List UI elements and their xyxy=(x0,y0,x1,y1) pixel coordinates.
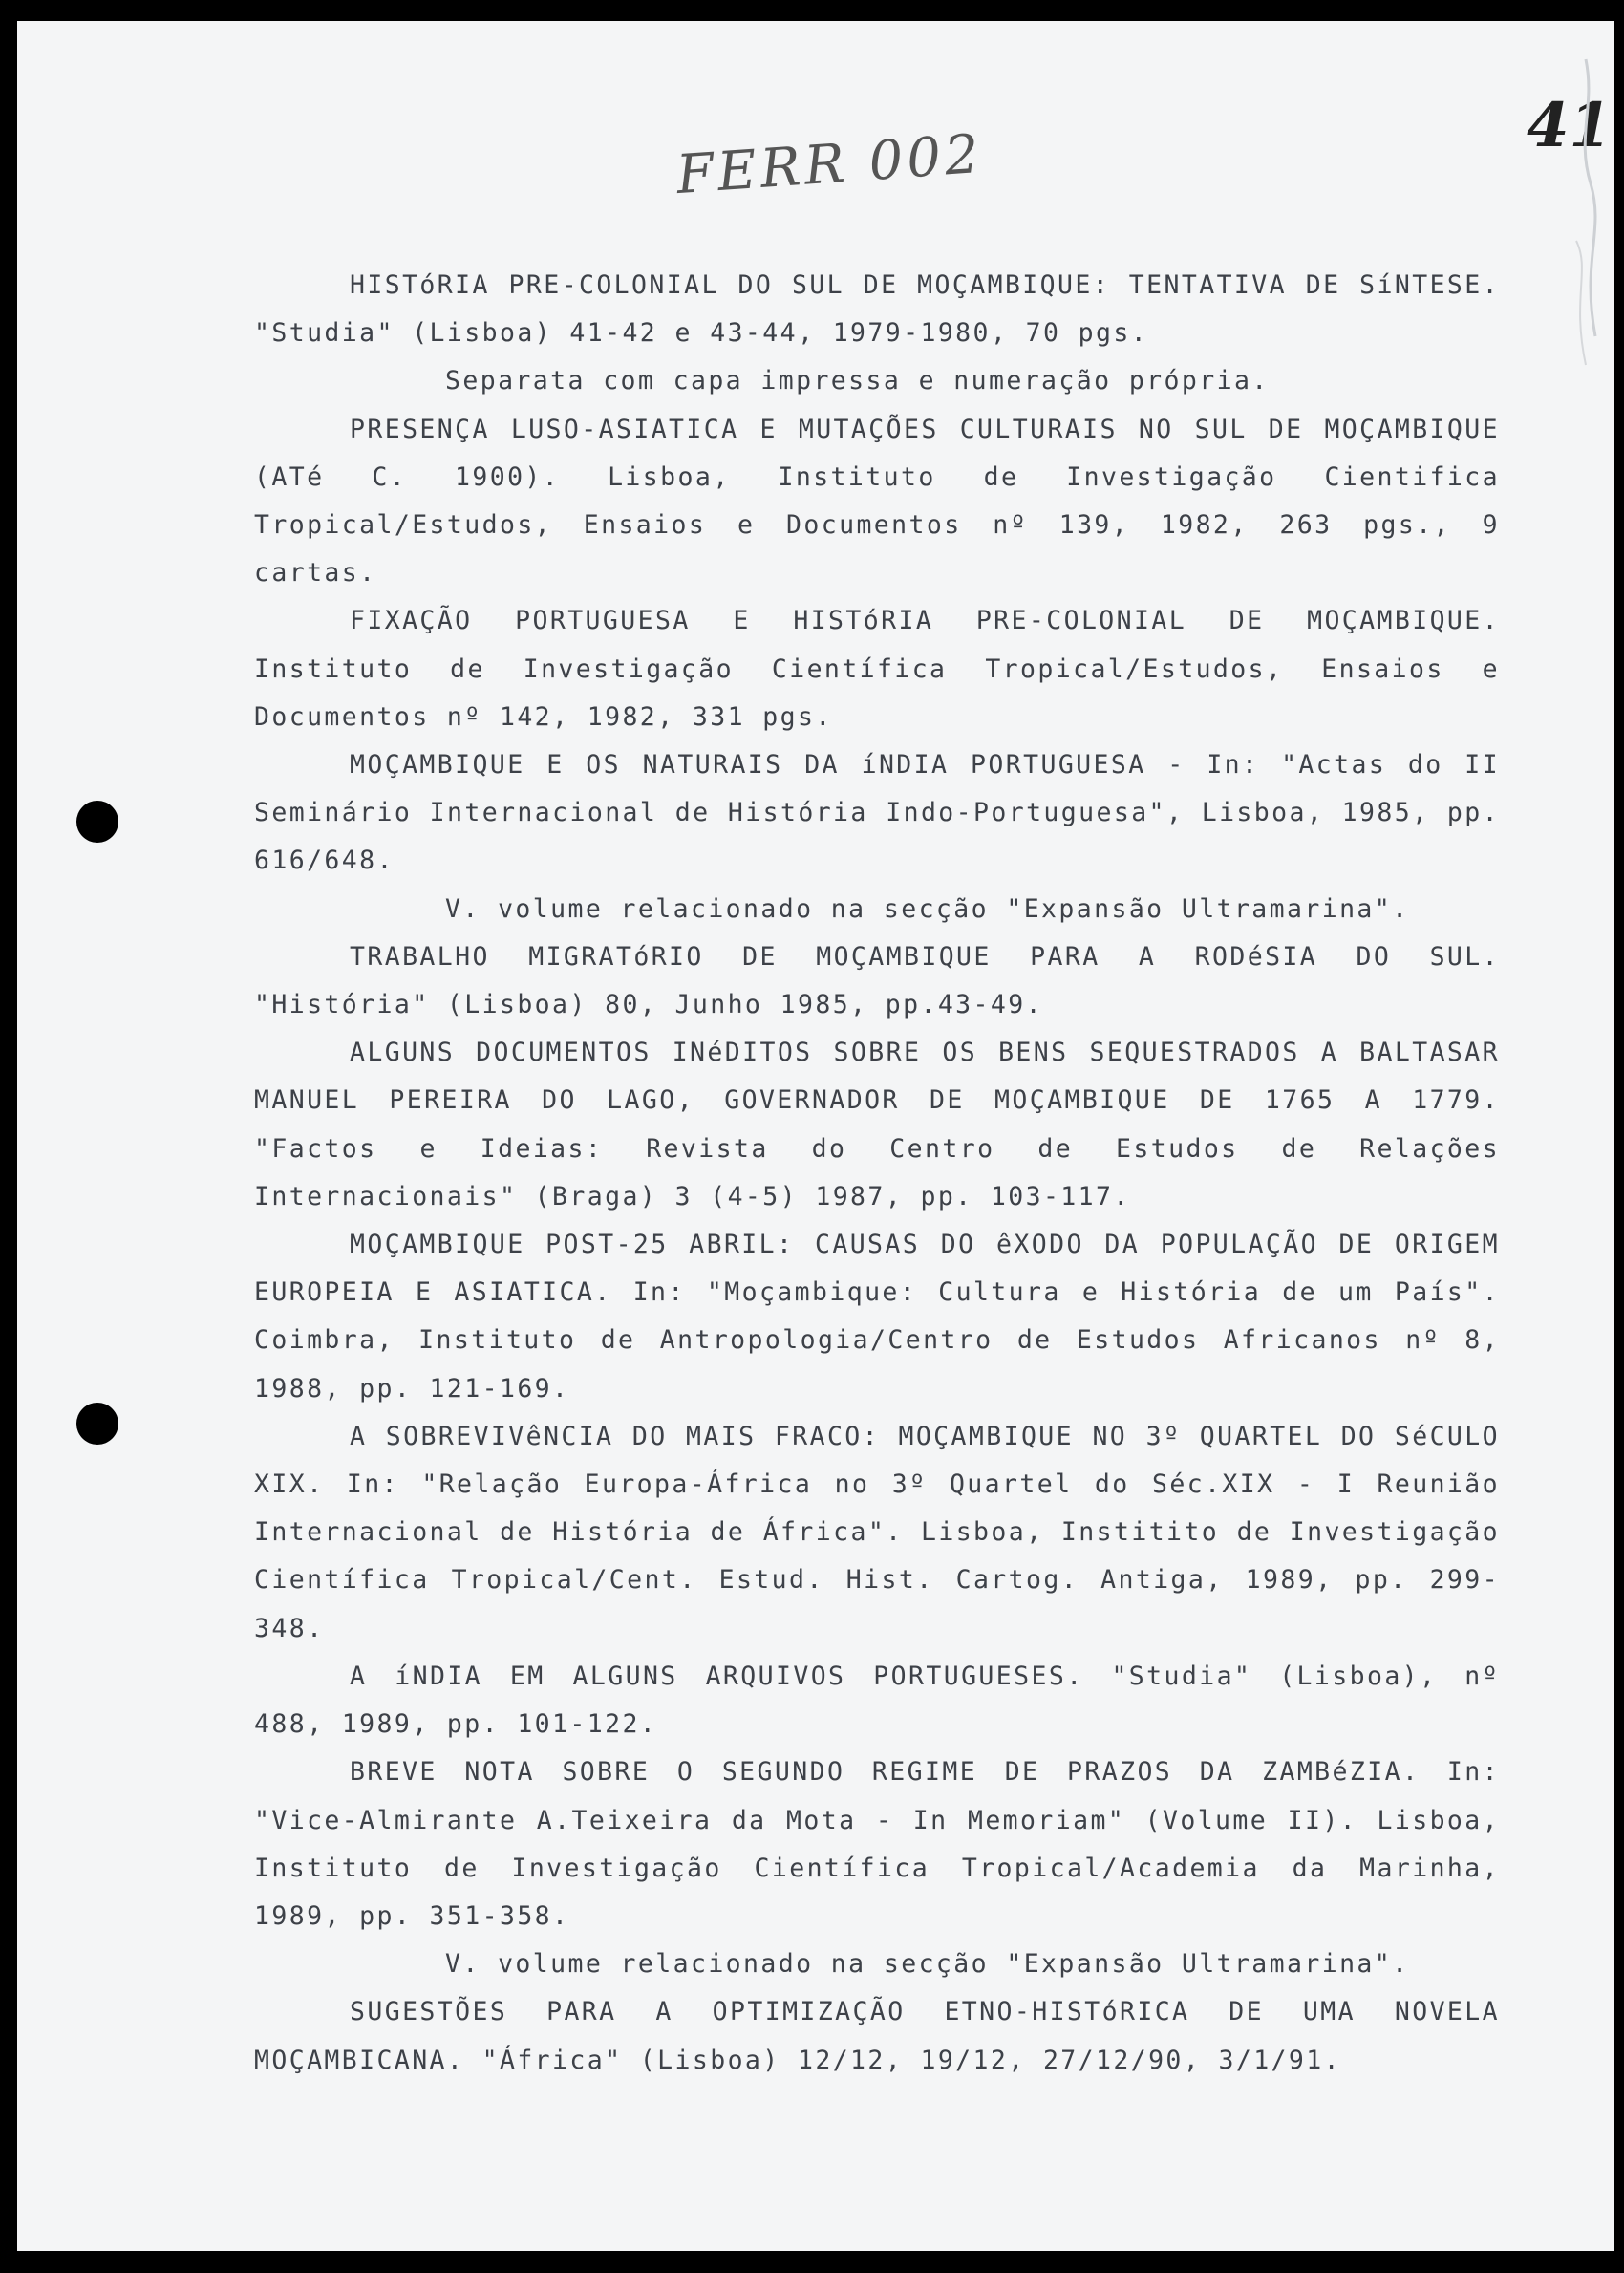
bibliography-entry: SUGESTÕES PARA A OPTIMIZAÇÃO ETNO-HISTóRICA DE UMA NOVELA MOÇAMBICANA. "África" (Lisboa) 12/12, 19/12, 27/12/90, 3/1/91. xyxy=(254,1997,1500,2075)
bibliography-entry: A íNDIA EM ALGUNS ARQUIVOS PORTUGUESES. "Studia" (Lisboa), nº 488, 1989, pp. 101-122. xyxy=(254,1661,1500,1740)
bibliography-entry: A SOBREVIVêNCIA DO MAIS FRACO: MOÇAMBIQUE NO 3º QUARTEL DO SéCULO XIX. In: "Relação Europa-África no 3º Quartel do Séc.XIX - I Reunião Internacional de História de África". Lisboa, Institito de Investigação Científica Tropical/Cent. Estud. Hist. Cartog. Antiga, 1989, pp. 299-348. xyxy=(254,1421,1500,1643)
bibliography-entry: TRABALHO MIGRATóRIO DE MOÇAMBIQUE PARA A RODéSIA DO SUL. "História" (Lisboa) 80, Junho 1985, pp.43-49. xyxy=(254,941,1500,1020)
bibliography-note: V. volume relacionado na secção "Expansão Ultramarina". xyxy=(445,1949,1410,1980)
bibliography-note: Separata com capa impressa e numeração própria. xyxy=(445,366,1270,397)
bibliography-list xyxy=(254,262,1500,2085)
bibliography-entry: FIXAÇÃO PORTUGUESA E HISTóRIA PRE-COLONIAL DE MOÇAMBIQUE. Instituto de Investigação Científica Tropical/Estudos, Ensaios e Documentos nº 142, 1982, 331 pgs. xyxy=(254,606,1500,732)
bibliography-entry: ALGUNS DOCUMENTOS INéDITOS SOBRE OS BENS SEQUESTRADOS A BALTASAR MANUEL PEREIRA DO LAGO, GOVERNADOR DE MOÇAMBIQUE DE 1765 A 1779. "Factos e Ideias: Revista do Centro de Estudos de Relações Internacionais" (Braga) 3 (4-5) 1987, pp. 103-117. xyxy=(254,1038,1500,1212)
bibliography-entry: MOÇAMBIQUE E OS NATURAIS DA íNDIA PORTUGUESA - In: "Actas do II Seminário Internacional de História Indo-Portuguesa", Lisboa, 1985, pp. 616/648. xyxy=(254,750,1500,876)
bibliography-entry: BREVE NOTA SOBRE O SEGUNDO REGIME DE PRAZOS DA ZAMBéZIA. In: "Vice-Almirante A.Teixeira da Mota - In Memoriam" (Volume II). Lisboa, Instituto de Investigação Científica Tropical/Academia da Marinha, 1989, pp. 351-358. xyxy=(254,1757,1500,1931)
handwritten-page-number: 41 xyxy=(1527,90,1613,161)
bibliography-entry: PRESENÇA LUSO-ASIATICA E MUTAÇÕES CULTURAIS NO SUL DE MOÇAMBIQUE (ATé C. 1900). Lisboa, Instituto de Investigação Cientifica Tropical/Estudos, Ensaios e Documentos nº 139, 1982, 263 pgs., 9 cartas. xyxy=(254,414,1500,589)
punch-hole xyxy=(76,801,118,843)
punch-hole xyxy=(76,1403,118,1445)
bibliography-note: V. volume relacionado na secção "Expansão Ultramarina". xyxy=(445,893,1410,924)
bibliography-entry: MOÇAMBIQUE POST-25 ABRIL: CAUSAS DO êXODO DA POPULAÇÃO DE ORIGEM EUROPEIA E ASIATICA. In: "Moçambique: Cultura e História de um País". Coimbra, Instituto de Antropologia/Centro de Estudos Africanos nº 8, 1988, pp. 121-169. xyxy=(254,1230,1500,1404)
faint-pencil-marks xyxy=(1557,50,1614,394)
bibliography-entry: HISTóRIA PRE-COLONIAL DO SUL DE MOÇAMBIQUE: TENTATIVA DE SíNTESE. "Studia" (Lisboa) 41-42 e 43-44, 1979-1980, 70 pgs. xyxy=(254,270,1500,349)
handwritten-reference-code: FERR 002 xyxy=(674,122,985,207)
